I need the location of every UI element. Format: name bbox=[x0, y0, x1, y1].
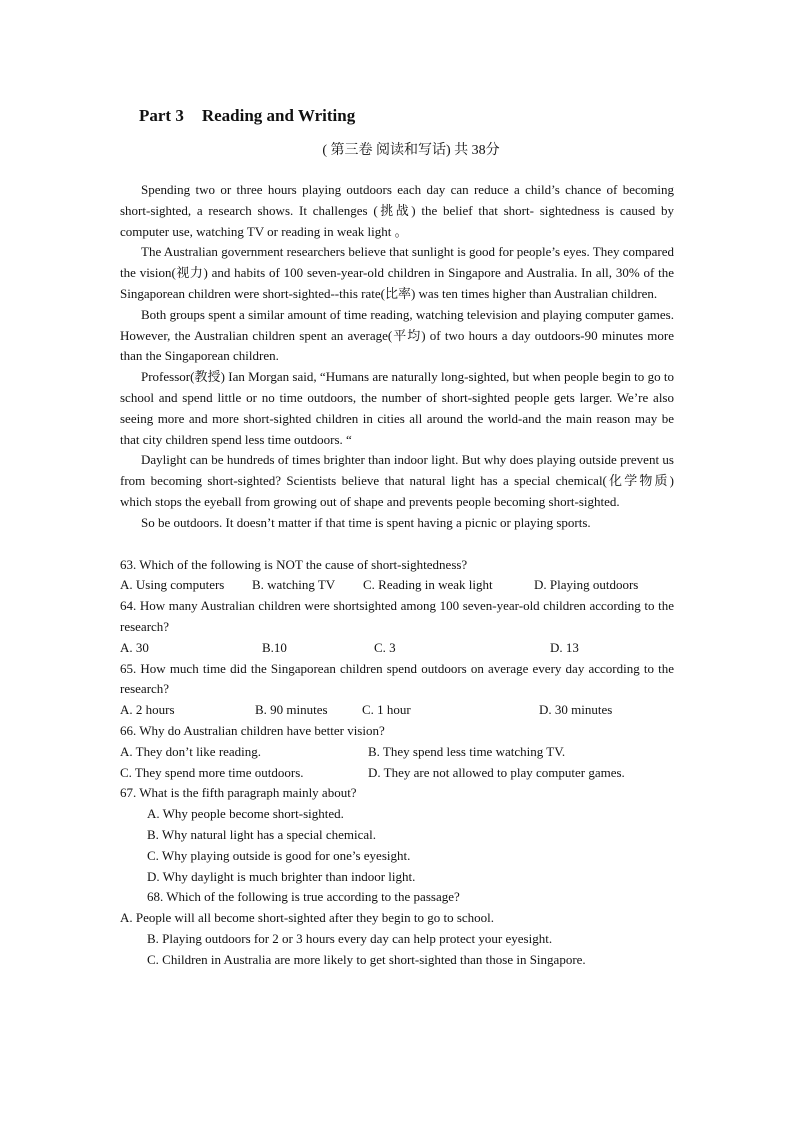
question-66-stem: 66. Why do Australian children have better vision? bbox=[120, 722, 385, 738]
question-64-option-a[interactable]: A. 30 bbox=[120, 639, 149, 655]
passage-paragraph-4: Professor(教授) Ian Morgan said, “Humans are naturally long-sighted, but when people begin to go to school and spend little or no time outdoors, the number of short-sighted people gets larger. We’re also seeing more and more short-sighted children in cities all around the world-and the main reason may be that city children spend less time outdoors. “ bbox=[120, 369, 674, 447]
question-63-option-c[interactable]: C. Reading in weak light bbox=[363, 577, 493, 593]
question-66-options-row-2 bbox=[120, 763, 674, 784]
question-63-options bbox=[120, 575, 674, 596]
question-63-option-b[interactable]: B. watching TV bbox=[252, 577, 336, 593]
question-66-option-a[interactable]: A. They don’t like reading. bbox=[120, 743, 262, 759]
question-64-option-b[interactable]: B.10 bbox=[262, 639, 287, 655]
question-68-option-a[interactable]: A. People will all become short-sighted after they begin to go to school. bbox=[120, 910, 495, 926]
question-list bbox=[120, 555, 674, 971]
section-title: Reading and Writing bbox=[201, 106, 356, 125]
question-64-option-c[interactable]: C. 3 bbox=[374, 639, 396, 655]
question-64-option-d[interactable]: D. 13 bbox=[550, 639, 579, 655]
question-68-option-b[interactable]: B. Playing outdoors for 2 or 3 hours every day can help protect your eyesight. bbox=[147, 930, 553, 946]
question-65-option-a[interactable]: A. 2 hours bbox=[120, 702, 175, 718]
passage-paragraph-3: Both groups spent a similar amount of time reading, watching television and playing computer games. However, the Australian children spent an average(平均) of two hours a day outdoors-90 minutes more than the Singaporean children. bbox=[120, 306, 674, 364]
question-67-option-d[interactable]: D. Why daylight is much brighter than indoor light. bbox=[147, 868, 416, 884]
passage-paragraph-1: Spending two or three hours playing outdoors each day can reduce a child’s chance of becoming short-sighted, a research shows. It challenges (挑战) the belief that short- sightedness is caused by computer use, watching TV or reading in weak light 。 bbox=[120, 182, 674, 239]
passage-paragraph-2: The Australian government researchers believe that sunlight is good for people’s eyes. They compared the vision(视力) and habits of 100 seven-year-old children in Singapore and Australia. In all, 30% of the Singaporean children were short-sighted--this rate(比率) was ten times higher than Australian children. bbox=[120, 244, 674, 301]
question-67-option-b[interactable]: B. Why natural light has a special chemical. bbox=[147, 826, 376, 842]
section-heading bbox=[139, 106, 355, 126]
question-66-option-d[interactable]: D. They are not allowed to play computer games. bbox=[368, 764, 625, 780]
question-68-option-c[interactable]: C. Children in Australia are more likely to get short-sighted than those in Singapore. bbox=[147, 951, 586, 967]
question-67-stem: 67. What is the fifth paragraph mainly about? bbox=[120, 785, 357, 801]
question-63-option-d[interactable]: D. Playing outdoors bbox=[534, 577, 639, 593]
passage-paragraph-5: Daylight can be hundreds of times brighter than indoor light. But why does playing outside prevent us from becoming short-sighted? Scientists believe that natural light has a special chemical(化学物质) which stops the eyeball from growing out of shape and prevents people becoming short-sighted. bbox=[120, 452, 674, 509]
section-subtitle: ( 第三卷 阅读和写话) 共 38分 bbox=[322, 143, 500, 158]
question-67-option-a[interactable]: A. Why people become short-sighted. bbox=[147, 806, 344, 822]
question-63-option-a[interactable]: A. Using computers bbox=[120, 577, 225, 593]
question-65-options bbox=[120, 700, 674, 721]
part-number: Part 3 bbox=[139, 106, 184, 125]
reading-passage bbox=[120, 180, 674, 534]
question-66-option-c[interactable]: C. They spend more time outdoors. bbox=[120, 764, 304, 780]
question-65-option-d[interactable]: D. 30 minutes bbox=[539, 702, 613, 718]
question-68-stem: 68. Which of the following is true according to the passage? bbox=[147, 889, 460, 905]
question-65-option-c[interactable]: C. 1 hour bbox=[362, 702, 411, 718]
passage-paragraph-6: So be outdoors. It doesn’t matter if that time is spent having a picnic or playing sports. bbox=[141, 514, 591, 530]
question-65-stem: 65. How much time did the Singaporean children spend outdoors on average every day according to the research? bbox=[120, 660, 674, 697]
question-67-option-c[interactable]: C. Why playing outside is good for one’s eyesight. bbox=[147, 847, 411, 863]
question-66-options-row-1 bbox=[120, 742, 674, 763]
question-66-option-b[interactable]: B. They spend less time watching TV. bbox=[368, 743, 566, 759]
question-63-stem: 63. Which of the following is NOT the cause of short-sightedness? bbox=[120, 556, 468, 572]
question-65-option-b[interactable]: B. 90 minutes bbox=[255, 702, 328, 718]
question-64-stem: 64. How many Australian children were shortsighted among 100 seven-year-old children according to the research? bbox=[120, 598, 674, 634]
content-body bbox=[120, 180, 674, 970]
question-64-options bbox=[120, 638, 674, 659]
